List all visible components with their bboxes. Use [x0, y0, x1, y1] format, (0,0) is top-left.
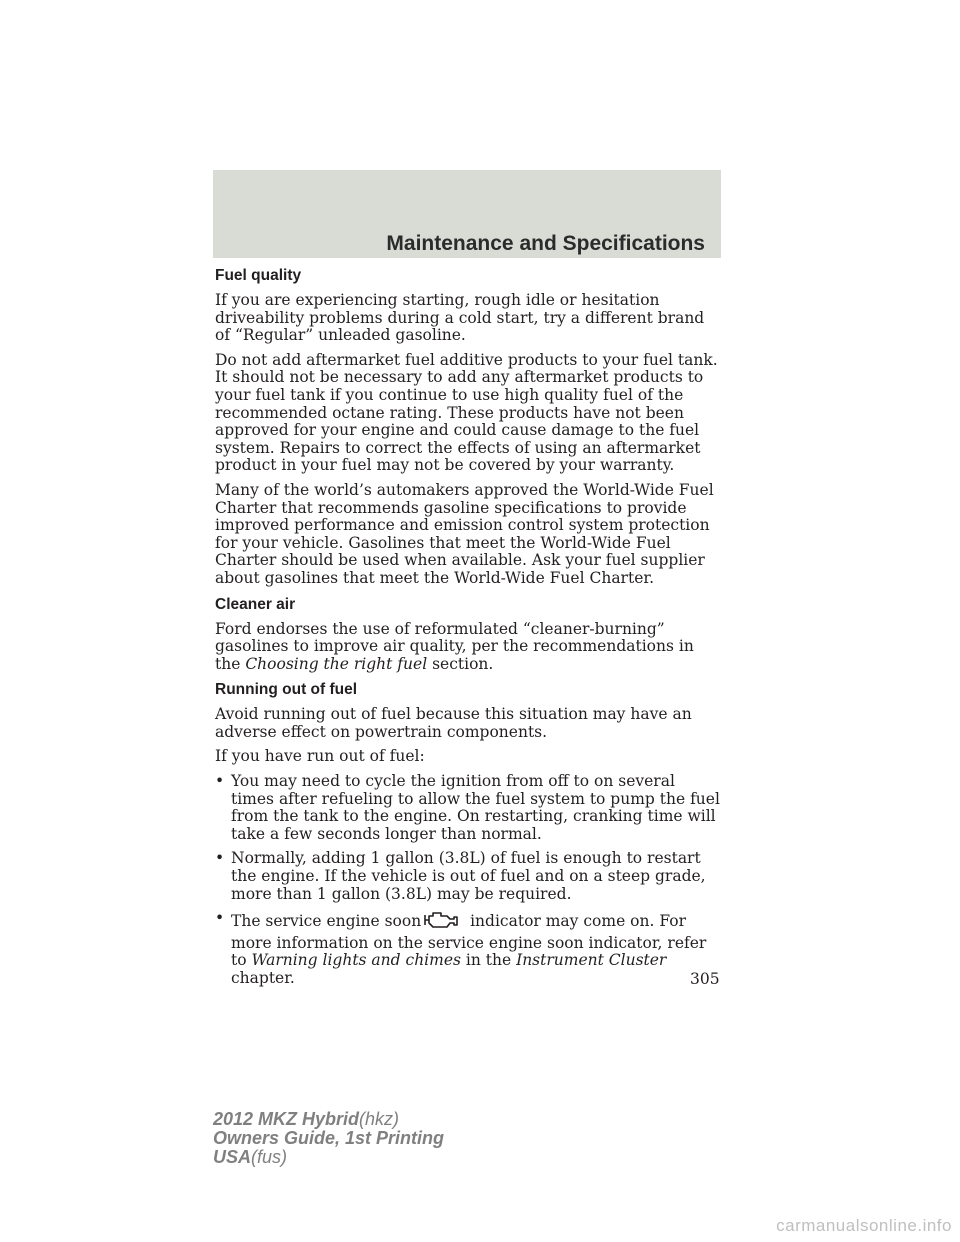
paragraph: Many of the world’s automakers approved the World-Wide Fuel Charter that recommends gasoline specifications to provide improved performance and emission control system protection for your vehicle. Gasolines that meet the World-Wide Fuel Charter should be used when available. Ask your fuel supplier about gasolines that meet the World-Wide Fuel Charter. [215, 480, 714, 587]
footer-market-code: (fus) [251, 1147, 288, 1167]
list-item-text: You may need to cycle the ignition from off to on several times after refueling to allow the fuel system to pump the fuel from the tank to the engine. On restarting, cranking time will take a few seconds longer than normal. [231, 772, 720, 843]
check-engine-icon [423, 910, 459, 935]
bullet-list [215, 773, 721, 988]
print-footer [213, 1110, 444, 1167]
footer-model-code: (hkz) [359, 1109, 400, 1129]
watermark: carmanualsonline.info [776, 1216, 952, 1235]
cross-reference-warning-lights: Warning lights and chimes [251, 951, 461, 970]
list-item [215, 910, 721, 987]
footer-edition: Owners Guide, 1st Printing [213, 1128, 445, 1148]
paragraph: If you have run out of fuel: [215, 747, 425, 766]
list-item-text: in the [460, 951, 517, 970]
paragraph: If you are experiencing starting, rough idle or hesitation driveability problems during a cold start, try a different brand of “Regular” unleaded gasoline. [215, 291, 705, 345]
page-content [215, 266, 721, 995]
footer-market: USA [213, 1147, 252, 1167]
heading-cleaner-air: Cleaner air [215, 595, 296, 613]
cross-reference-instrument-cluster: Instrument Cluster [516, 951, 667, 970]
paragraph-text: section. [427, 654, 494, 673]
paragraph: Avoid running out of fuel because this situation may have an adverse effect on powertrain components. [215, 705, 692, 741]
bullet-mark: • [215, 909, 225, 928]
heading-fuel-quality: Fuel quality [215, 267, 302, 284]
bullet-mark: • [215, 772, 225, 791]
section-title: Maintenance and Specifications [386, 232, 705, 255]
bullet-mark: • [215, 849, 225, 868]
list-item-text: chapter. [231, 969, 295, 987]
list-item-text: Normally, adding 1 gallon (3.8L) of fuel is enough to restart the engine. If the vehicle is out of fuel and on a steep grade, more than 1 gallon (3.8L) may be required. [231, 849, 706, 903]
footer-model: 2012 MKZ Hybrid [213, 1109, 360, 1129]
section-header-band [213, 170, 721, 258]
paragraph [215, 621, 721, 674]
heading-running-out-of-fuel: Running out of fuel [215, 681, 358, 699]
page-number: 305 [690, 970, 720, 988]
paragraph-text: Ford endorses the use of reformulated “cleaner-burning” gasolines to improve air quality, per the recommendations in the [215, 619, 694, 673]
paragraph: Do not add aftermarket fuel additive products to your fuel tank. It should not be necessary to add any aftermarket products to your fuel tank if you continue to use high quality fuel of the recommended octane rating. These products have not been approved for your engine and could cause damage to the fuel system. Repairs to correct the effects of using an aftermarket product in your fuel may not be covered by your warranty. [215, 350, 718, 475]
list-item-text: indicator may come on. For more information on the service engine soon indicator, refer to [231, 912, 707, 970]
list-item [215, 850, 721, 903]
list-item-text: The service engine soon [231, 912, 422, 931]
list-item [215, 773, 721, 843]
cross-reference-choosing-fuel: Choosing the right fuel [245, 654, 428, 673]
